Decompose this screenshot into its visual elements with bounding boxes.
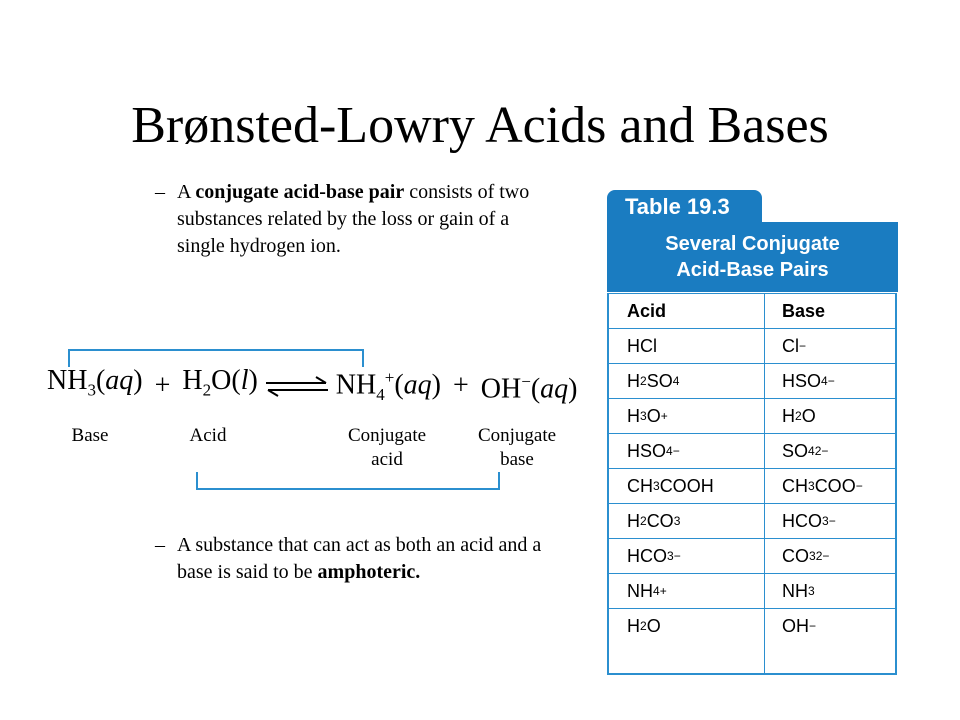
table-heading-line: Several Conjugate bbox=[665, 233, 840, 255]
base-cell: CH 3 COO − bbox=[782, 475, 863, 496]
bullet-rest: consists of two substances related by the loss or gain of a single hydrogen ion. bbox=[177, 181, 530, 257]
acid-cell: H 2 CO 3 bbox=[627, 510, 681, 531]
base-cell: SO 4 2− bbox=[782, 440, 829, 461]
label-conjugate-base: Conjugate base bbox=[477, 425, 557, 470]
conjugate-pairs-table bbox=[607, 293, 897, 675]
column-header-acid: Acid bbox=[627, 300, 667, 321]
table-row bbox=[609, 363, 895, 398]
table-heading bbox=[607, 222, 898, 292]
acid-cell: HCO 3 − bbox=[627, 545, 681, 566]
slide-title: Brønsted-Lowry Acids and Bases bbox=[131, 97, 829, 154]
table-header-row bbox=[609, 293, 895, 328]
table-row bbox=[609, 398, 895, 433]
table-row bbox=[609, 328, 895, 363]
acid-cell: HSO 4 − bbox=[627, 440, 680, 461]
acid-to-conjugate-base-bracket bbox=[196, 472, 500, 490]
bullet-bold-term: conjugate acid-base pair bbox=[195, 181, 405, 203]
bullet-text bbox=[177, 179, 550, 260]
base-cell: Cl − bbox=[782, 335, 807, 356]
label-base: Base bbox=[71, 425, 109, 446]
reaction-equation bbox=[47, 366, 578, 406]
bullet-dash: – bbox=[155, 534, 165, 556]
column-header-base: Base bbox=[782, 300, 826, 321]
table-heading-line: Acid-Base Pairs bbox=[676, 259, 829, 281]
acid-cell: CH 3 COOH bbox=[627, 475, 714, 496]
base-cell: HSO 4 − bbox=[782, 370, 835, 391]
eq-product-hydroxide: OH−(aq) bbox=[480, 372, 578, 405]
table-number-tab: Table 19.3 bbox=[607, 190, 762, 224]
table-row bbox=[609, 608, 895, 643]
table-row bbox=[609, 503, 895, 538]
table-row bbox=[609, 468, 895, 503]
table-row bbox=[609, 538, 895, 573]
label-conjugate-acid: Conjugate acid bbox=[347, 425, 427, 470]
eq-plus: + bbox=[154, 370, 171, 401]
table-row bbox=[609, 433, 895, 468]
bullet-text bbox=[177, 532, 550, 586]
equilibrium-arrow-icon bbox=[264, 375, 330, 397]
bullet-amphoteric bbox=[155, 532, 550, 586]
acid-cell: HCl bbox=[627, 335, 657, 356]
bullet-dash: – bbox=[155, 181, 165, 203]
label-acid: Acid bbox=[189, 425, 227, 446]
base-cell: OH − bbox=[782, 615, 817, 636]
base-cell: CO 3 2− bbox=[782, 545, 830, 566]
bullet-bold-term: amphoteric. bbox=[317, 561, 421, 583]
eq-reactant-ammonia: $NH_3(aq)$ bbox=[47, 365, 143, 400]
bullet-prefix: A bbox=[177, 181, 196, 203]
acid-cell: H 2 O bbox=[627, 615, 661, 636]
base-cell: NH 3 bbox=[782, 580, 815, 601]
acid-cell: H 2 SO 4 bbox=[627, 370, 680, 391]
base-cell: H 2 O bbox=[782, 405, 816, 426]
bullet-conjugate-pair bbox=[155, 179, 550, 260]
acid-cell: NH 4 + bbox=[627, 580, 667, 601]
bullet-prefix: A substance that can act as both an acid and a base is said to be bbox=[177, 534, 542, 583]
acid-cell: H 3 O + bbox=[627, 405, 668, 426]
eq-product-ammonium: $NH_4^+(aq)$ bbox=[335, 367, 441, 404]
eq-reactant-water: $H_2O(l)$ bbox=[182, 365, 258, 400]
table-row bbox=[609, 573, 895, 608]
eq-plus: + bbox=[453, 370, 469, 401]
base-cell: HCO 3 − bbox=[782, 510, 836, 531]
